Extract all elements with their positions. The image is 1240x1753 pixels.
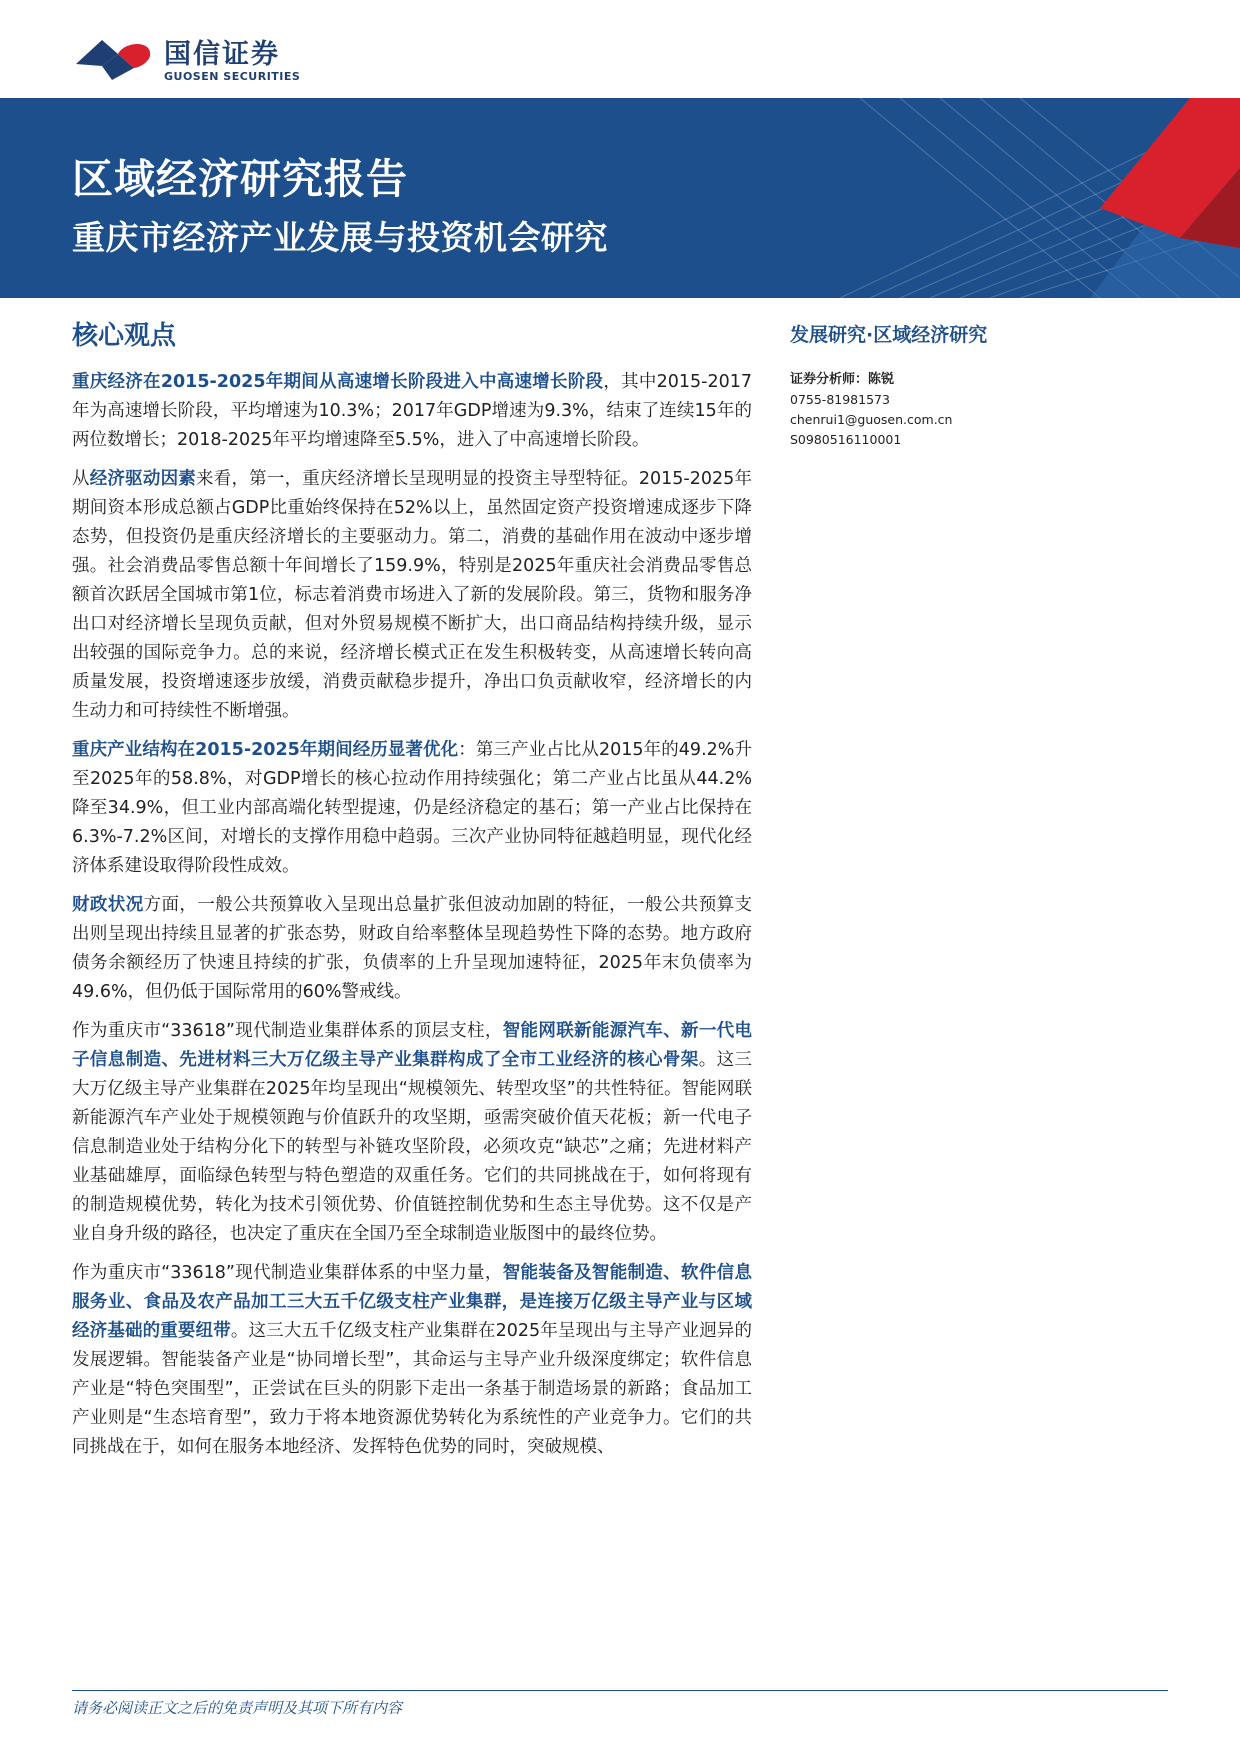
main-content bbox=[72, 318, 752, 1472]
paragraph-text: ：第三产业占比从2015年的49.2%升至2025年的58.8%，对GDP增长的核心拉动作用持续强化；第二产业占比虽从44.2%降至34.9%，但工业内部高端化转型提速，仍是经济稳定的基石；第一产业占比保持在6.3%-7.2%区间，对增长的支撑作用稳中趋弱。三次产业协同特征越趋明显，现代化经济体系建设取得阶段性成效。 bbox=[72, 740, 752, 876]
paragraph-lead: 财政状况 bbox=[72, 895, 144, 915]
paragraph-pre: 作为重庆市“33618”现代制造业集群体系的顶层支柱， bbox=[72, 1021, 503, 1041]
footer-divider bbox=[72, 1690, 1168, 1691]
paragraph-pre: 作为重庆市“33618”现代制造业集群体系的中坚力量， bbox=[72, 1263, 503, 1283]
paragraph-pillar-clusters bbox=[72, 1259, 752, 1462]
analyst-name: 证券分析师：陈锐 bbox=[790, 372, 895, 387]
paragraph-industry-structure bbox=[72, 736, 752, 881]
paragraph-text: ，其中2015-2017年为高速增长阶段，平均增速为10.3%；2017年GDP增速为9.3%，结束了连续15年的两位数增长；2018-2025年平均增速降至5.5%，进入了中高速增长阶段。 bbox=[72, 372, 752, 450]
brand-name-en: GUOSEN SECURITIES bbox=[164, 70, 301, 83]
section-heading: 核心观点 bbox=[72, 321, 177, 351]
paragraph-fiscal bbox=[72, 891, 752, 1007]
analyst-license: S0980516110001 bbox=[790, 432, 902, 447]
paragraph-lead: 重庆产业结构在2015-2025年期间经历显著优化 bbox=[72, 740, 459, 760]
paragraph-text: 方面，一般公共预算收入呈现出总量扩张但波动加剧的特征，一般公共预算支出则呈现出持续且显著的扩张态势，财政自给率整体呈现趋势性下降的态势。地方政府债务余额经历了快速且持续的扩张，负债率的上升呈现加速特征，2025年末负债率为49.6%，但仍低于国际常用的60%警戒线。 bbox=[72, 895, 753, 1002]
sidebar bbox=[790, 322, 1190, 450]
report-title: 重庆市经济产业发展与投资机会研究 bbox=[72, 218, 608, 257]
paragraph-drivers bbox=[72, 465, 752, 726]
paragraph-lead: 智能网联新能源汽车、新一代电子信息制造、先进材料三大万亿级主导产业集群构成了全市工业经济的核心骨架 bbox=[72, 1021, 752, 1070]
report-category: 发展研究·区域经济研究 bbox=[790, 324, 988, 346]
paragraph-text: 。这三大万亿级主导产业集群在2025年均呈现出“规模领先、转型攻坚”的共性特征。智能网联新能源汽车产业处于规模领跑与价值跃升的攻坚期，亟需突破价值天花板；新一代电子信息制造业处于结构分化下的转型与补链攻坚阶段，必须攻克“缺芯”之痛；先进材料产业基础雄厚，面临绿色转型与特色塑造的双重任务。它们的共同挑战在于，如何将现有的制造规模优势，转化为技术引领优势、价值链控制优势和生态主导优势。这不仅是产业自身升级的路径，也决定了重庆在全国乃至全球制造业版图中的最终位势。 bbox=[72, 1050, 752, 1244]
paragraph-lead: 重庆经济在2015-2025年期间从高速增长阶段进入中高速增长阶段 bbox=[72, 372, 604, 392]
paragraph-text: 。这三大五千亿级支柱产业集群在2025年呈现出与主导产业迥异的发展逻辑。智能装备产业是“协同增长型”，其命运与主导产业升级深度绑定；软件信息产业是“特色突围型”，正尝试在巨头的阴影下走出一条基于制造场景的新路；食品加工产业则是“生态培育型”，致力于将本地资源优势转化为系统性的产业竞争力。它们的共同挑战在于，如何在服务本地经济、发挥特色优势的同时，突破规模、 bbox=[72, 1321, 752, 1457]
paragraph-trillion-clusters bbox=[72, 1017, 752, 1249]
paragraph-pre: 从 bbox=[72, 469, 90, 489]
analyst-phone: 0755-81981573 bbox=[790, 392, 890, 407]
title-banner bbox=[0, 98, 1240, 298]
footer-disclaimer: 请务必阅读正文之后的免责声明及其项下所有内容 bbox=[72, 1699, 403, 1717]
paragraph-lead: 智能装备及智能制造、软件信息服务业、食品及农产品加工三大五千亿级支柱产业集群，是连接万亿级主导产业与区域经济基础的重要纽带 bbox=[72, 1263, 752, 1341]
guosen-logo-icon bbox=[72, 36, 154, 82]
analyst-email[interactable]: chenrui1@guosen.com.cn bbox=[790, 412, 953, 427]
paragraph-lead: 经济驱动因素 bbox=[89, 469, 197, 489]
report-type: 区域经济研究报告 bbox=[72, 155, 408, 203]
brand-name-cn: 国信证券 bbox=[164, 39, 280, 70]
paragraph-text: 来看，第一，重庆经济增长呈现明显的投资主导型特征。2015-2025年期间资本形成总额占GDP比重始终保持在52%以上，虽然固定资产投资增速成逐步下降态势，但投资仍是重庆经济增长的主要驱动力。第二，消费的基础作用在波动中逐步增强。社会消费品零售总额十年间增长了159.9%，特别是2025年重庆社会消费品零售总额首次跃居全国城市第1位，标志着消费市场进入了新的发展阶段。第三，货物和服务净出口对经济增长呈现负贡献，但对外贸易规模不断扩大，出口商品结构持续升级，显示出较强的国际竞争力。总的来说，经济增长模式正在发生积极转变，从高速增长转向高质量发展，投资增速逐步放缓，消费贡献稳步提升，净出口负贡献收窄，经济增长的内生动力和可持续性不断增强。 bbox=[72, 469, 753, 721]
guosen-logo bbox=[72, 30, 312, 86]
paragraph-growth-stage bbox=[72, 368, 752, 455]
